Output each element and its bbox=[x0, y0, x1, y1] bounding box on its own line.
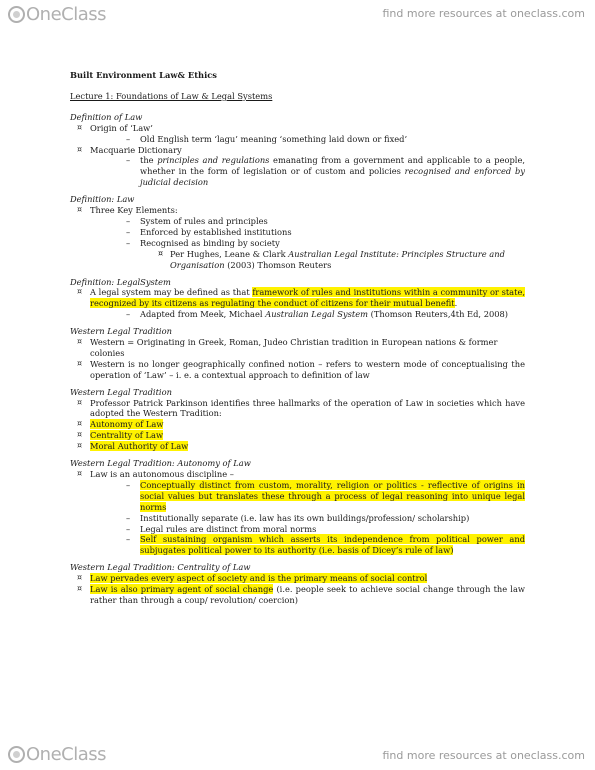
text: (i.e. people seek to achieve social change through the law rather than through a coup/ revolution/ coercion) bbox=[90, 584, 526, 605]
highlight: Self sustaining organism which asserts its independence from political power and subjugates political power to its authority (i.e. basis of Dicey’s rule of law) bbox=[140, 534, 525, 556]
page-header bbox=[0, 0, 595, 28]
text: emanating from a government and applicable to a people, whether in the form of legislation or of custom and policies bbox=[140, 155, 525, 177]
doc-title: Built Environment Law& Ethics bbox=[70, 70, 217, 80]
text: Adapted from Meek, Michael bbox=[140, 309, 266, 320]
bullet: ¤ Western = Originating in Greek, Roman, Judeo Christian tradition in European nations & former colonies bbox=[70, 337, 525, 359]
section-heading: Definition: LegalSystem bbox=[70, 276, 171, 287]
sub-bullet bbox=[70, 309, 525, 320]
highlight: Autonomy of Law bbox=[90, 419, 164, 430]
document-body bbox=[70, 70, 525, 606]
highlight: framework of rules and institutions within a community or state, recognized by its citizens as regulating the conduct of citizens for their mutual benefit bbox=[90, 287, 525, 309]
emphasis: principles and regulations bbox=[157, 155, 270, 166]
highlight: Law pervades every aspect of society and is the primary means of social control bbox=[90, 573, 428, 584]
bullet: ¤ Origin of ‘Law’ bbox=[70, 123, 525, 134]
page-footer bbox=[0, 742, 595, 770]
section-heading: Western Legal Tradition: Autonomy of Law bbox=[70, 458, 251, 469]
bullet: ¤ Three Key Elements: bbox=[70, 205, 525, 216]
highlight: Moral Authority of Law bbox=[90, 441, 189, 452]
sub-bullet bbox=[70, 480, 525, 513]
emphasis: Australian Legal Institute: Principles Structure and Organisation bbox=[170, 248, 505, 270]
text: the bbox=[140, 155, 158, 166]
sub-sub-bullet bbox=[70, 249, 525, 271]
text: . bbox=[454, 298, 458, 309]
section-heading: Definition of Law bbox=[70, 111, 143, 122]
sub-bullet: – System of rules and principles bbox=[70, 216, 525, 227]
bullet bbox=[70, 441, 525, 452]
sub-bullet bbox=[70, 155, 525, 188]
sub-bullet: – Institutionally separate (i.e. law has its own buildings/profession/ scholarship) bbox=[70, 513, 525, 524]
text: (Thomson Reuters,4th Ed, 2008) bbox=[368, 309, 509, 320]
highlight: Conceptually distinct from custom, morality, religion or politics - reflective of origins in social values but translates these through a process of legal reasoning into unique legal norms bbox=[140, 479, 525, 512]
bullet: ¤ Law is an autonomous discipline – bbox=[70, 469, 525, 480]
text: A legal system may be defined as that bbox=[90, 287, 253, 298]
text: Per Hughes, Leane & Clark bbox=[170, 248, 289, 259]
bullet bbox=[70, 287, 525, 309]
sub-bullet: – Legal rules are distinct from moral norms bbox=[70, 524, 525, 535]
bullet: ¤ Professor Patrick Parkinson identifies three hallmarks of the operation of Law in societies which have adopted the Western Tradition: bbox=[70, 398, 525, 420]
bullet bbox=[70, 573, 525, 584]
bullet: ¤ Macquarie Dictionary bbox=[70, 145, 525, 156]
header-tagline[interactable]: find more resources at oneclass.com bbox=[382, 7, 585, 20]
lecture-heading: Lecture 1: Foundations of Law & Legal Systems bbox=[70, 90, 273, 101]
section-heading: Western Legal Tradition bbox=[70, 326, 172, 337]
logo-text: OneClass bbox=[26, 4, 107, 25]
bullet bbox=[70, 419, 525, 430]
sub-bullet bbox=[70, 534, 525, 556]
sub-bullet: – Enforced by established institutions bbox=[70, 227, 525, 238]
logo-mark-icon bbox=[8, 746, 25, 763]
oneclass-logo[interactable] bbox=[8, 744, 106, 765]
section-heading: Western Legal Tradition bbox=[70, 386, 172, 397]
sub-bullet: – Recognised as binding by society bbox=[70, 238, 525, 249]
emphasis: recognised and enforced by judicial decision bbox=[140, 166, 525, 188]
text: (2003) Thomson Reuters bbox=[224, 259, 332, 270]
logo-text: OneClass bbox=[26, 744, 107, 765]
footer-tagline[interactable]: find more resources at oneclass.com bbox=[382, 749, 585, 762]
bullet bbox=[70, 430, 525, 441]
highlight: Centrality of Law bbox=[90, 430, 164, 441]
bullet bbox=[70, 584, 525, 606]
highlight: Law is also primary agent of social change bbox=[90, 584, 274, 595]
logo-mark-icon bbox=[8, 6, 25, 23]
oneclass-logo[interactable] bbox=[8, 4, 106, 25]
section-heading: Western Legal Tradition: Centrality of Law bbox=[70, 562, 251, 573]
emphasis: Australian Legal System bbox=[265, 309, 368, 320]
section-heading: Definition: Law bbox=[70, 194, 135, 205]
bullet: ¤ Western is no longer geographically confined notion – refers to western mode of conceptualising the operation of ‘Law’ – i. e. a contextual approach to definition of law bbox=[70, 359, 525, 381]
sub-bullet: – Old English term ‘lagu’ meaning ‘something laid down or fixed’ bbox=[70, 134, 525, 145]
